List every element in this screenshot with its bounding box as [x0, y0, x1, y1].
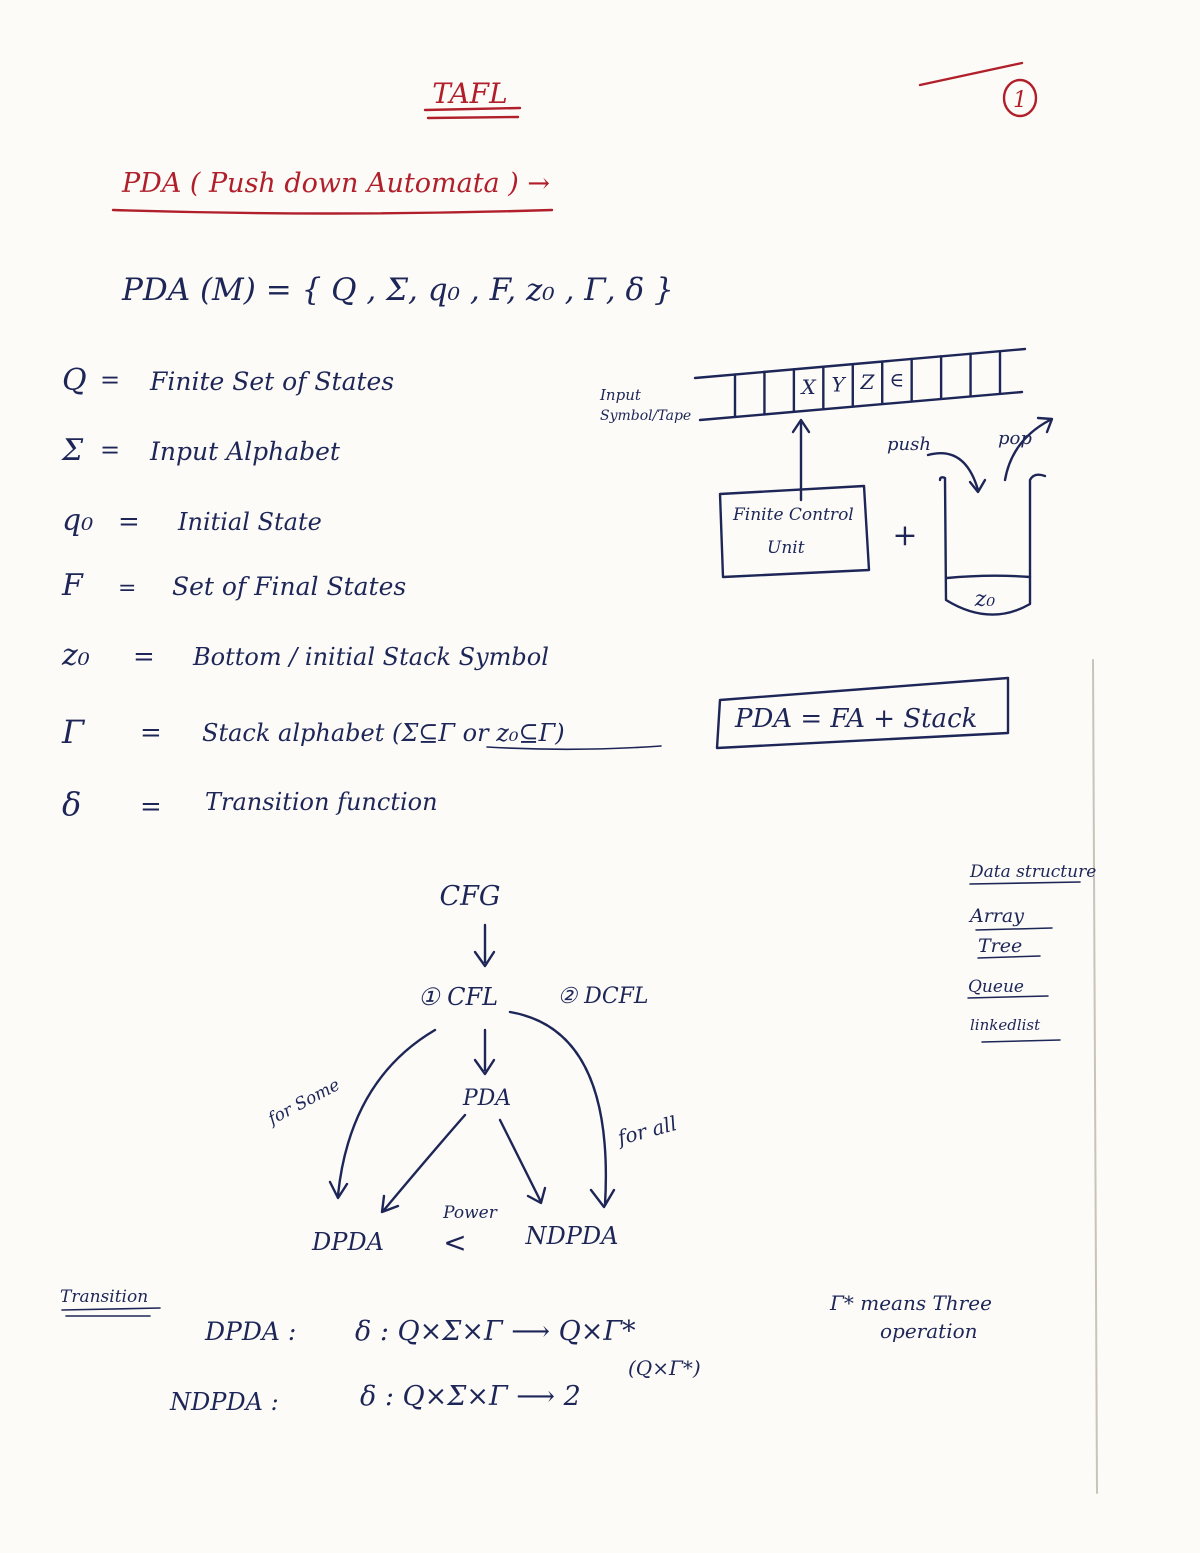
component-description: Initial State — [178, 508, 322, 536]
page-title: TAFL — [432, 77, 508, 110]
component-symbol: Σ — [62, 433, 84, 468]
finite-control-box — [720, 486, 869, 577]
component-equals: = — [140, 792, 162, 822]
ndpda-transition-name: NDPDA : — [170, 1388, 279, 1416]
component-stack-symbol — [61, 638, 549, 673]
component-equals: = — [118, 576, 137, 601]
component-symbol: F — [62, 568, 83, 603]
for-some-label: for Some — [264, 1075, 344, 1130]
pda-machine-diagram — [599, 349, 1052, 615]
cfg-node: CFG — [439, 881, 501, 912]
component-equals: = — [100, 366, 121, 394]
component-description: Stack alphabet (Σ⊆Γ or z₀⊆Γ) — [202, 719, 565, 747]
component-equals: = — [140, 718, 162, 748]
ndpda-power-exponent: (Q×Γ*) — [628, 1356, 701, 1380]
stack-bottom-symbol: z₀ — [974, 587, 996, 612]
component-symbol: δ — [62, 785, 82, 823]
tape-cell: Y — [831, 372, 845, 397]
component-equals: = — [118, 507, 140, 537]
component-transition-function — [62, 785, 438, 823]
stack-bottom-line — [947, 576, 1030, 578]
transition-label: Transition — [60, 1287, 149, 1307]
power-label: Power — [443, 1203, 497, 1223]
finite-control-label: Finite Control — [733, 505, 854, 525]
finite-control-label-sub: Unit — [767, 538, 805, 558]
dcfl-node: ② DCFL — [557, 984, 649, 1009]
pda-hierarchy-diagram — [263, 881, 679, 1259]
component-description: Finite Set of States — [150, 367, 395, 396]
push-label: push — [887, 434, 931, 455]
component-initial-state — [62, 503, 322, 538]
dpda-transition-name: DPDA : — [205, 1317, 297, 1346]
pda-to-dpda-arrow — [382, 1115, 465, 1212]
cfl-to-pda-arrow — [475, 1030, 494, 1074]
component-alphabet — [61, 433, 341, 468]
plus-sign: + — [892, 518, 918, 553]
gamma-star-note: Γ* means Three — [830, 1291, 992, 1315]
component-symbol: q₀ — [62, 503, 94, 538]
tape-label: Input — [600, 386, 641, 404]
data-structure-item: Array — [970, 905, 1024, 927]
equation-text: PDA = FA + Stack — [735, 704, 978, 734]
tape-cell: ∈ — [889, 367, 905, 392]
pda-to-ndpda-arrow — [500, 1120, 545, 1203]
section-heading: PDA ( Push down Automata ) → — [122, 168, 550, 199]
for-all-label: for all — [615, 1111, 680, 1150]
component-description: Set of Final States — [172, 572, 407, 601]
component-final-states — [61, 568, 406, 603]
component-equals: = — [133, 642, 155, 672]
page-number: 1 — [1013, 88, 1027, 113]
page-margin-line — [1093, 660, 1097, 1493]
component-description: Transition function — [205, 788, 438, 816]
for-all-arrow — [510, 1012, 614, 1207]
tape-cell: Z — [860, 369, 875, 394]
component-symbol: z₀ — [62, 638, 90, 673]
component-description: Bottom / initial Stack Symbol — [193, 643, 549, 671]
data-structure-item: linkedlist — [970, 1016, 1041, 1034]
pop-label: pop — [998, 428, 1032, 449]
ndpda-node: NDPDA — [525, 1222, 619, 1250]
heading-underline — [113, 210, 552, 214]
less-than-sign: < — [443, 1226, 467, 1259]
component-list — [61, 363, 661, 823]
for-some-arrow — [330, 1030, 435, 1198]
ndpda-transition-formula: δ : Q×Σ×Γ ⟶ 2 — [360, 1381, 581, 1412]
input-tape-cells — [735, 351, 1000, 417]
transition-section — [60, 1287, 992, 1416]
pda-definition: PDA (M) = { Q , Σ, q₀ , F, z₀ , Γ, δ } — [122, 272, 674, 308]
component-symbol: Q — [62, 363, 87, 398]
tape-label-sub: Symbol/Tape — [600, 408, 692, 424]
component-states — [62, 363, 394, 398]
dpda-node: DPDA — [312, 1228, 384, 1256]
data-structure-list — [968, 862, 1096, 1042]
tape-cell: X — [801, 375, 816, 400]
title-underline — [425, 108, 520, 118]
component-stack-alphabet — [61, 713, 661, 751]
cfg-to-cfl-arrow — [475, 925, 494, 966]
data-structure-underline — [970, 882, 1080, 884]
data-structure-item: Tree — [978, 935, 1023, 957]
data-structure-item: Queue — [968, 977, 1024, 997]
component-symbol: Γ — [62, 713, 85, 751]
dpda-transition-formula: δ : Q×Σ×Γ ⟶ Q×Γ* — [355, 1316, 636, 1347]
gamma-star-note-sub: operation — [880, 1319, 978, 1343]
corner-line — [920, 63, 1022, 85]
cfl-node: ① CFL — [417, 983, 499, 1011]
transition-label-underline — [62, 1308, 160, 1316]
pda-node: PDA — [462, 1086, 512, 1111]
data-structure-title: Data structure — [970, 862, 1097, 882]
component-equals: = — [100, 436, 121, 464]
component-description: Input Alphabet — [150, 437, 340, 466]
